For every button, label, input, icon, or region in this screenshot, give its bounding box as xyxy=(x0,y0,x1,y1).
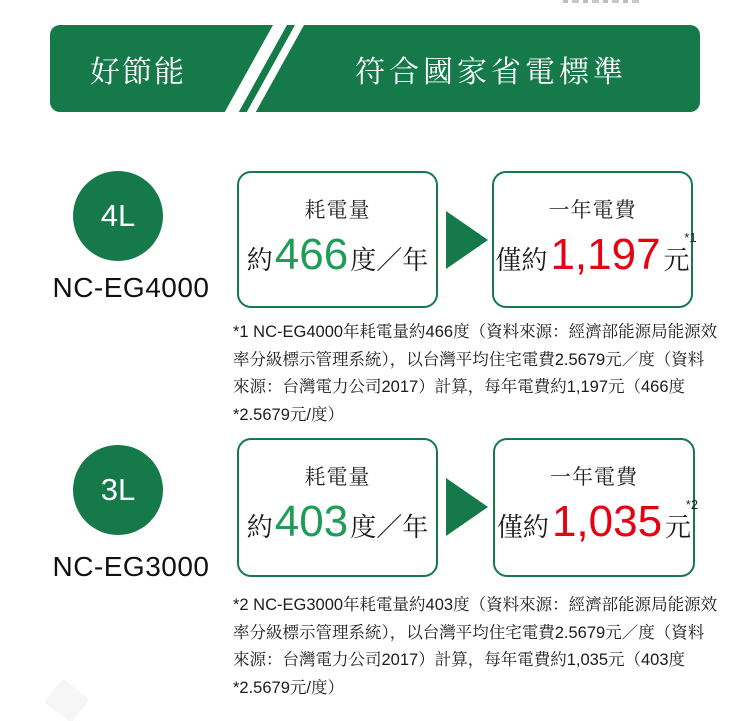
cost-prefix: 僅約 xyxy=(496,512,549,542)
cut-off-text-artifact xyxy=(563,0,641,3)
capacity-label: 4L xyxy=(100,198,136,233)
banner-title: 符合國家省電標準 xyxy=(355,55,627,89)
consumption-box-eg3000 xyxy=(237,438,438,577)
capacity-label: 3L xyxy=(100,472,136,507)
cost-title: 一年電費 xyxy=(548,199,637,222)
consumption-title: 耗電量 xyxy=(304,199,371,222)
right-arrow-icon xyxy=(446,211,488,269)
consumption-value: 403 xyxy=(274,497,349,546)
footnote-line: 率分級標示管理系統），以台灣平均住宅電費2.5679元／度（資料 xyxy=(233,350,705,369)
consumption-box-eg4000 xyxy=(237,171,438,308)
footnote-line: *2.5679元/度） xyxy=(233,678,344,697)
footnote-eg3000 xyxy=(233,592,718,702)
section-banner xyxy=(50,25,700,112)
consumption-prefix: 約 xyxy=(246,512,273,542)
cost-prefix: 僅約 xyxy=(495,245,548,275)
cost-value: 1,197 xyxy=(550,230,661,279)
footnote-line: *2.5679元/度） xyxy=(233,405,344,424)
cost-box-eg4000 xyxy=(492,171,697,308)
capacity-badge-3l xyxy=(73,445,163,535)
footnote-line: *2 NC-EG3000年耗電量約403度（資料來源：經濟部能源局能源效 xyxy=(233,596,718,614)
consumption-prefix: 約 xyxy=(246,245,273,275)
unit-label: 元 xyxy=(663,245,690,275)
footnote-line: 來源：台灣電力公司2017）計算，每年電費約1,197元（466度 xyxy=(233,378,686,396)
cost-value: 1,035 xyxy=(551,497,663,546)
footnote-eg4000 xyxy=(233,319,718,429)
cost-box-eg3000 xyxy=(493,438,699,577)
consumption-suffix: 度／年 xyxy=(350,245,429,275)
model-name-eg4000: NC-EG4000 xyxy=(52,272,210,303)
cost-value-row xyxy=(495,230,697,279)
footnote-line: 來源：台灣電力公司2017）計算，每年電費約1,035元（403度 xyxy=(233,651,686,669)
faint-corner-artifact xyxy=(44,679,89,721)
footnote-mark: *1 xyxy=(684,230,697,245)
banner-tag-label: 好節能 xyxy=(90,55,186,89)
consumption-title: 耗電量 xyxy=(304,466,371,489)
capacity-badge-4l xyxy=(73,171,163,261)
consumption-value-row xyxy=(246,497,429,546)
cost-value-row xyxy=(496,497,699,546)
model-name-eg3000: NC-EG3000 xyxy=(52,551,210,582)
unit-label: 元 xyxy=(665,512,692,542)
consumption-value-row xyxy=(246,230,429,279)
right-arrow-icon xyxy=(446,478,488,536)
footnote-line: *1 NC-EG4000年耗電量約466度（資料來源：經濟部能源局能源效 xyxy=(233,323,718,341)
footnote-mark: *2 xyxy=(685,497,699,512)
footnote-line: 率分級標示管理系統），以台灣平均住宅電費2.5679元／度（資料 xyxy=(233,623,705,642)
cost-unit xyxy=(663,230,697,275)
cost-title: 一年電費 xyxy=(550,466,638,489)
cost-unit xyxy=(665,497,699,542)
consumption-suffix: 度／年 xyxy=(350,512,429,542)
consumption-value: 466 xyxy=(274,230,349,279)
